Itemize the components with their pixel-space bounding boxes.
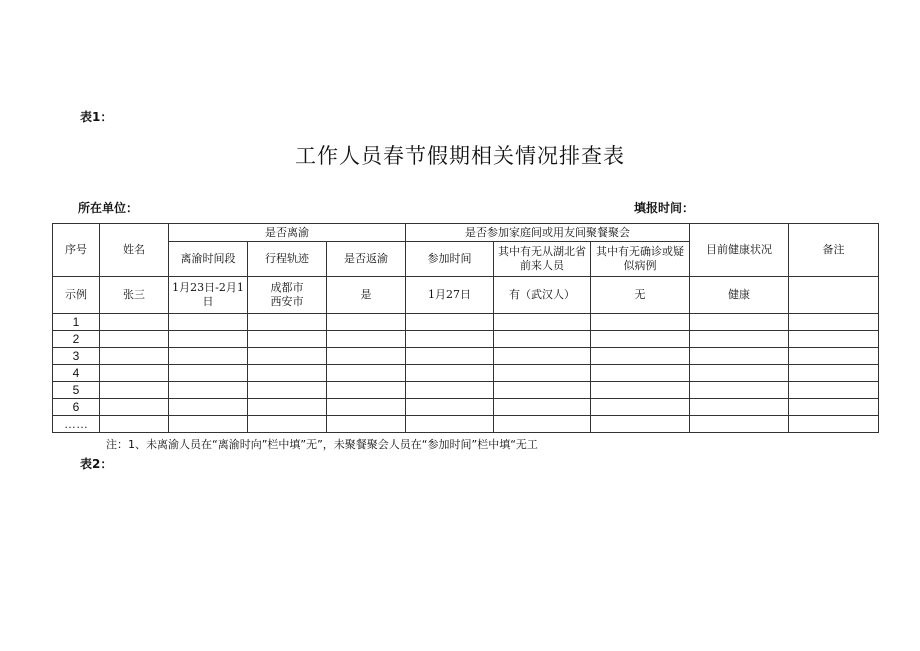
example-returned: 是	[327, 277, 406, 314]
trip-cell[interactable]	[248, 382, 327, 399]
remark-cell[interactable]	[789, 365, 879, 382]
row-number: 6	[53, 399, 100, 416]
example-name: 张三	[100, 277, 169, 314]
attend-time-cell[interactable]	[406, 348, 494, 365]
trip-cell[interactable]	[248, 399, 327, 416]
suspected-cell[interactable]	[591, 416, 690, 433]
header-gathering-group: 是否参加家庭间或用友间聚餐聚会	[406, 224, 690, 242]
example-remark	[789, 277, 879, 314]
trip-cell[interactable]	[248, 314, 327, 331]
table2-label: 表2：	[80, 457, 113, 471]
header-left-period: 离渝时间段	[169, 242, 248, 277]
name-cell[interactable]	[100, 348, 169, 365]
header-left-group: 是否离渝	[169, 224, 406, 242]
table-row	[53, 382, 879, 399]
table1-label: 表1：	[80, 110, 113, 124]
suspected-cell[interactable]	[591, 331, 690, 348]
suspected-cell[interactable]	[591, 399, 690, 416]
table-row	[53, 416, 879, 433]
remark-cell[interactable]	[789, 382, 879, 399]
table-row	[53, 314, 879, 331]
period-cell[interactable]	[169, 365, 248, 382]
attend-time-cell[interactable]	[406, 399, 494, 416]
fill-time-label: 填报时间：	[634, 201, 695, 215]
header-attend-time: 参加时间	[406, 242, 494, 277]
table-row	[53, 399, 879, 416]
hubei-cell[interactable]	[494, 382, 591, 399]
health-cell[interactable]	[690, 365, 789, 382]
attend-time-cell[interactable]	[406, 314, 494, 331]
returned-cell[interactable]	[327, 399, 406, 416]
name-cell[interactable]	[100, 365, 169, 382]
health-cell[interactable]	[690, 416, 789, 433]
name-cell[interactable]	[100, 331, 169, 348]
suspected-cell[interactable]	[591, 348, 690, 365]
header-name: 姓名	[100, 224, 169, 277]
suspected-cell[interactable]	[591, 382, 690, 399]
row-number: ……	[53, 416, 100, 433]
example-health: 健康	[690, 277, 789, 314]
name-cell[interactable]	[100, 314, 169, 331]
returned-cell[interactable]	[327, 365, 406, 382]
attend-time-cell[interactable]	[406, 416, 494, 433]
hubei-cell[interactable]	[494, 399, 591, 416]
table-row	[53, 365, 879, 382]
period-cell[interactable]	[169, 348, 248, 365]
remark-cell[interactable]	[789, 399, 879, 416]
period-cell[interactable]	[169, 399, 248, 416]
returned-cell[interactable]	[327, 382, 406, 399]
returned-cell[interactable]	[327, 348, 406, 365]
name-cell[interactable]	[100, 382, 169, 399]
header-remark: 备注	[789, 224, 879, 277]
hubei-cell[interactable]	[494, 314, 591, 331]
remark-cell[interactable]	[789, 331, 879, 348]
example-seq: 示例	[53, 277, 100, 314]
example-attend-time: 1月27日	[406, 277, 494, 314]
trip-cell[interactable]	[248, 365, 327, 382]
row-number: 1	[53, 314, 100, 331]
example-period: 1月23日-2月1日	[169, 277, 248, 314]
period-cell[interactable]	[169, 382, 248, 399]
hubei-cell[interactable]	[494, 416, 591, 433]
header-row-1	[53, 224, 879, 242]
name-cell[interactable]	[100, 399, 169, 416]
example-hubei: 有（武汉人）	[494, 277, 591, 314]
trip-cell[interactable]	[248, 331, 327, 348]
suspected-cell[interactable]	[591, 365, 690, 382]
attend-time-cell[interactable]	[406, 365, 494, 382]
hubei-cell[interactable]	[494, 348, 591, 365]
trip-cell[interactable]	[248, 416, 327, 433]
example-suspected: 无	[591, 277, 690, 314]
example-row	[53, 277, 879, 314]
suspected-cell[interactable]	[591, 314, 690, 331]
remark-cell[interactable]	[789, 416, 879, 433]
header-health: 目前健康状况	[690, 224, 789, 277]
period-cell[interactable]	[169, 416, 248, 433]
health-cell[interactable]	[690, 348, 789, 365]
health-cell[interactable]	[690, 314, 789, 331]
header-seq: 序号	[53, 224, 100, 277]
attend-time-cell[interactable]	[406, 331, 494, 348]
health-cell[interactable]	[690, 399, 789, 416]
header-suspected: 其中有无确诊或疑似病例	[591, 242, 690, 277]
header-trip: 行程轨迹	[248, 242, 327, 277]
remark-cell[interactable]	[789, 314, 879, 331]
header-returned: 是否返渝	[327, 242, 406, 277]
header-hubei: 其中有无从湖北省前来人员	[494, 242, 591, 277]
example-trip: 成都市 西安市	[248, 277, 327, 314]
document-title: 工作人员春节假期相关情况排查表	[295, 144, 625, 168]
row-number: 2	[53, 331, 100, 348]
period-cell[interactable]	[169, 331, 248, 348]
table-row	[53, 348, 879, 365]
remark-cell[interactable]	[789, 348, 879, 365]
hubei-cell[interactable]	[494, 365, 591, 382]
row-number: 3	[53, 348, 100, 365]
table-row	[53, 331, 879, 348]
hubei-cell[interactable]	[494, 331, 591, 348]
returned-cell[interactable]	[327, 331, 406, 348]
attend-time-cell[interactable]	[406, 382, 494, 399]
name-cell[interactable]	[100, 416, 169, 433]
period-cell[interactable]	[169, 314, 248, 331]
row-number: 4	[53, 365, 100, 382]
unit-label: 所在单位：	[78, 201, 139, 215]
footnote: 注：1、未离渝人员在“离渝时向”栏中填”无”，未聚餐聚会人员在“参加时间”栏中填“无工	[106, 438, 538, 451]
health-cell[interactable]	[690, 331, 789, 348]
survey-table	[52, 223, 879, 433]
trip-cell[interactable]	[248, 348, 327, 365]
row-number: 5	[53, 382, 100, 399]
health-cell[interactable]	[690, 382, 789, 399]
returned-cell[interactable]	[327, 314, 406, 331]
returned-cell[interactable]	[327, 416, 406, 433]
